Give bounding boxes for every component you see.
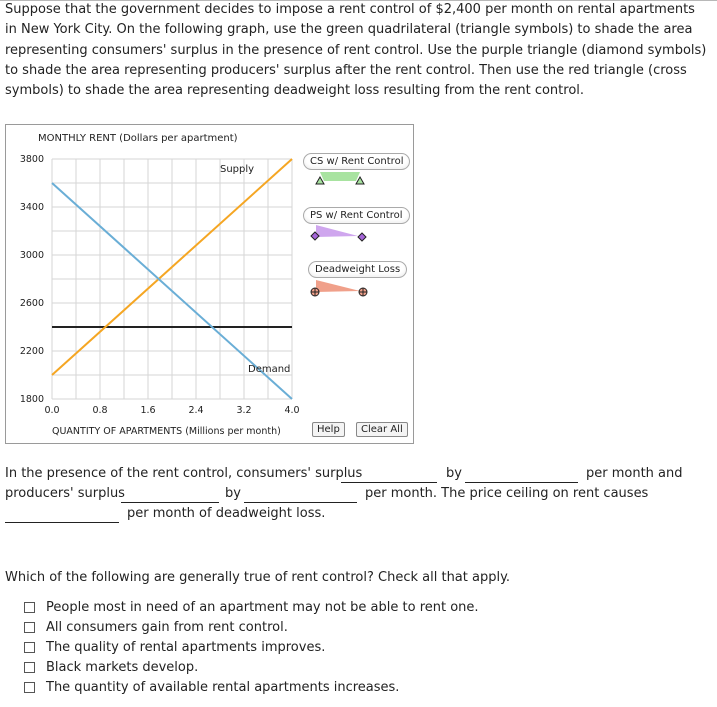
- x-tick-label: 3.2: [236, 405, 252, 416]
- option-label: The quality of rental apartments improves.: [46, 640, 326, 655]
- checkbox[interactable]: [24, 682, 35, 693]
- dwl-tool[interactable]: [311, 280, 367, 296]
- y-tick-label: 3800: [19, 154, 44, 165]
- dwl-tool-label[interactable]: Deadweight Loss: [308, 261, 407, 278]
- option-row[interactable]: [24, 600, 479, 615]
- y-axis-label: MONTHLY RENT (Dollars per apartment): [38, 133, 238, 144]
- x-tick-label: 1.6: [140, 405, 156, 416]
- y-tick-label: 2200: [19, 346, 44, 357]
- supply-demand-chart[interactable]: [6, 125, 413, 443]
- x-axis-label: QUANTITY OF APARTMENTS (Millions per month): [52, 426, 281, 437]
- fill-text-part3: per month. The price ceiling on rent causes: [365, 486, 649, 501]
- option-label: People most in need of an apartment may not be able to rent one.: [46, 600, 479, 615]
- graph-panel[interactable]: [5, 124, 414, 444]
- dwl-amount-dropdown[interactable]: [5, 522, 119, 523]
- diamond-icon[interactable]: [358, 233, 366, 241]
- fill-text-part2: producers' surplus: [5, 486, 125, 501]
- option-label: Black markets develop.: [46, 660, 199, 675]
- ps-tool-label[interactable]: PS w/ Rent Control: [303, 207, 410, 224]
- ps-tool[interactable]: [311, 225, 366, 241]
- cross-icon[interactable]: [359, 288, 367, 296]
- option-row[interactable]: [24, 660, 198, 675]
- fill-text-part4: per month of deadweight loss.: [127, 506, 326, 521]
- problem-intro: Suppose that the government decides to impose a rent control of $2,400 per month on rental apartments in New York City. On the following graph, use the green quadrilateral (triangle symbols) to shade the area representing consumers' surplus in the presence of rent control. Use the purple triangle (diamond symbols) to shade the area representing producers' surplus after the rent control. Then use the red triangle (cross symbols) to shade the area representing deadweight loss resulting from the rent control.: [5, 2, 707, 99]
- x-tick-label: 0.0: [44, 405, 60, 416]
- checkbox[interactable]: [24, 622, 35, 633]
- option-row[interactable]: [24, 620, 288, 635]
- cs-tool[interactable]: [316, 172, 364, 184]
- option-row[interactable]: [24, 640, 325, 655]
- cs-amount-dropdown[interactable]: [465, 482, 578, 483]
- y-tick-label: 3400: [19, 202, 44, 213]
- cs-change-dropdown[interactable]: [341, 482, 437, 483]
- checkbox[interactable]: [24, 642, 35, 653]
- option-row[interactable]: [24, 680, 399, 695]
- x-tick-label: 4.0: [284, 405, 300, 416]
- y-tick-label: 3000: [19, 250, 44, 261]
- demand-label: Demand: [248, 364, 291, 375]
- ps-change-dropdown[interactable]: [121, 502, 219, 503]
- ps-tool-swatch: [316, 225, 358, 237]
- option-label: All consumers gain from rent control.: [46, 620, 288, 635]
- question-text: Which of the following are generally true of rent control? Check all that apply.: [5, 570, 511, 585]
- fill-text-by-2: by: [225, 486, 241, 501]
- option-label: The quantity of available rental apartments increases.: [46, 680, 400, 695]
- fill-text-part1: In the presence of the rent control, consumers' surplus: [5, 466, 363, 481]
- cs-tool-swatch: [320, 172, 360, 181]
- dwl-tool-swatch: [316, 280, 360, 292]
- y-tick-label: 2600: [19, 298, 44, 309]
- y-tick-label: 1800: [19, 394, 44, 405]
- x-tick-label: 2.4: [188, 405, 204, 416]
- supply-label: Supply: [220, 164, 255, 175]
- cs-tool-label[interactable]: CS w/ Rent Control: [303, 153, 410, 170]
- fill-text-by-1: by: [446, 466, 462, 481]
- help-button[interactable]: Help: [312, 422, 345, 437]
- checkbox[interactable]: [24, 662, 35, 673]
- x-tick-label: 0.8: [92, 405, 108, 416]
- ps-amount-dropdown[interactable]: [244, 502, 357, 503]
- clear-all-button[interactable]: Clear All: [356, 422, 408, 437]
- checkbox[interactable]: [24, 602, 35, 613]
- cross-icon[interactable]: [311, 288, 319, 296]
- fill-text-per-month-and: per month and: [586, 466, 683, 481]
